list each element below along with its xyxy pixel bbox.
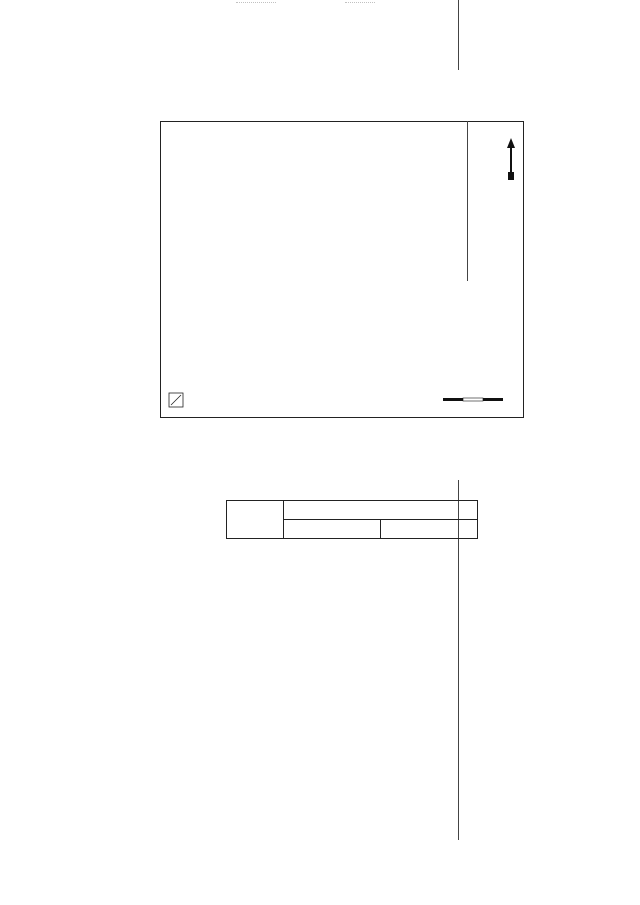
header-latitude	[284, 520, 381, 539]
scale-bar	[443, 398, 503, 401]
scan-artifact	[345, 2, 375, 9]
boundary-map	[160, 121, 524, 418]
header-point-number	[227, 501, 284, 539]
north-arrow-icon	[507, 138, 515, 180]
coordinates-table	[226, 500, 478, 539]
legend-symbol-icon	[171, 395, 181, 405]
scan-artifact	[236, 2, 276, 9]
scan-fold-line	[467, 121, 468, 281]
header-longitude	[381, 520, 478, 539]
boundary-map-drawing	[161, 122, 523, 417]
scan-fold-line	[458, 0, 459, 70]
header-coordinates	[284, 501, 478, 520]
